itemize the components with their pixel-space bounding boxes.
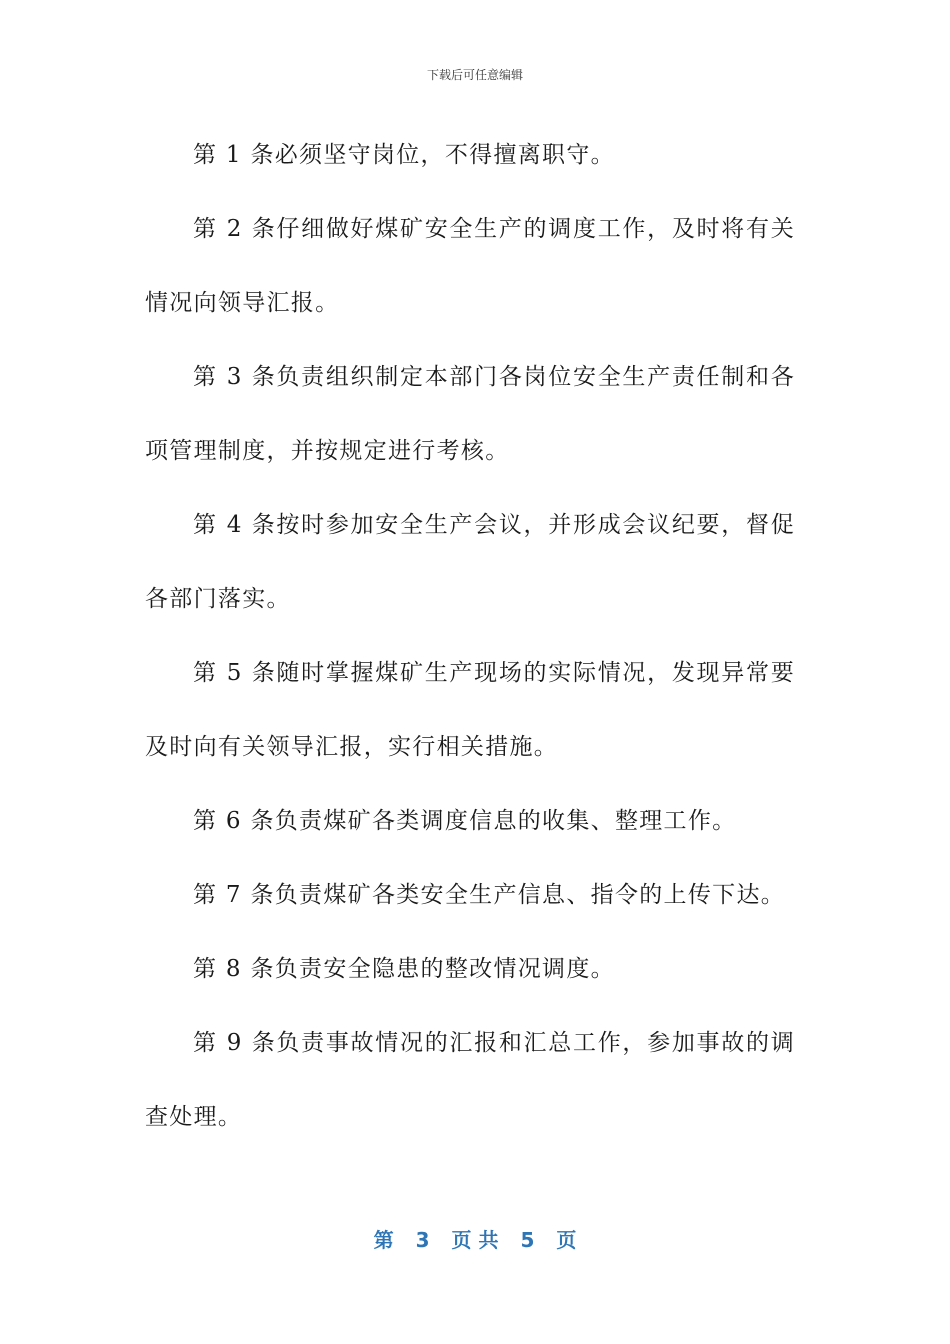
current-page-number: 3 (415, 1228, 430, 1252)
paragraph-article-4: 第 4 条按时参加安全生产会议，并形成会议纪要，督促各部门落实。 (145, 512, 795, 612)
footer-suffix: 页 (556, 1228, 577, 1252)
document-body (145, 118, 795, 1154)
paragraph-article-1: 第 1 条必须坚守岗位，不得擅离职守。 (193, 142, 615, 168)
footer-middle: 页 共 (451, 1228, 499, 1252)
paragraph-article-9: 第 9 条负责事故情况的汇报和汇总工作，参加事故的调查处理。 (145, 1030, 795, 1130)
paragraph-article-5: 第 5 条随时掌握煤矿生产现场的实际情况，发现异常要及时向有关领导汇报，实行相关措施。 (145, 660, 795, 760)
page-header: 下载后可任意编辑 (426, 68, 523, 82)
total-pages-number: 5 (520, 1228, 535, 1252)
paragraph-article-3: 第 3 条负责组织制定本部门各岗位安全生产责任制和各项管理制度，并按规定进行考核。 (145, 364, 795, 464)
paragraph-article-2: 第 2 条仔细做好煤矿安全生产的调度工作，及时将有关情况向领导汇报。 (145, 216, 795, 316)
page-number-footer (0, 1224, 950, 1253)
paragraph-article-8: 第 8 条负责安全隐患的整改情况调度。 (193, 956, 615, 982)
footer-prefix: 第 (373, 1228, 394, 1252)
paragraph-article-6: 第 6 条负责煤矿各类调度信息的收集、整理工作。 (193, 808, 737, 834)
paragraph-article-7: 第 7 条负责煤矿各类安全生产信息、指令的上传下达。 (193, 882, 786, 908)
